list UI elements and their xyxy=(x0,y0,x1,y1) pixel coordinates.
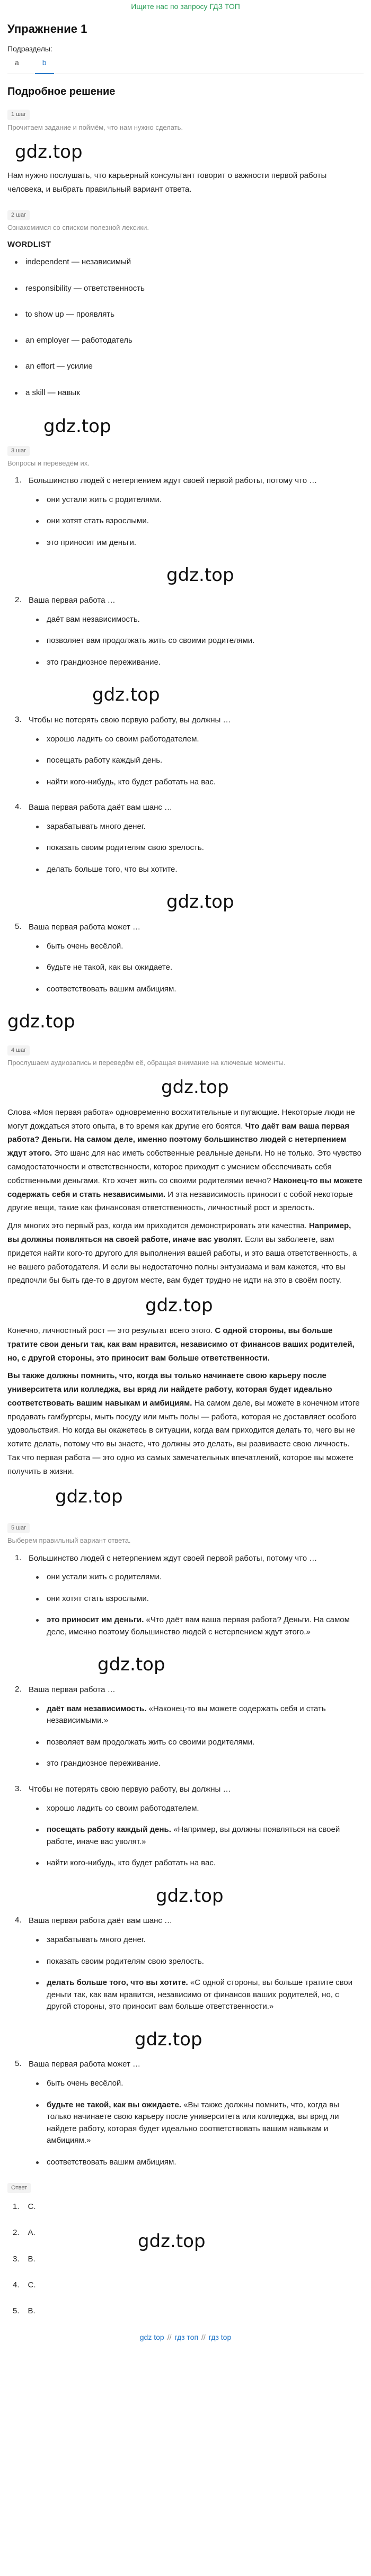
option-item: будьте не такой, как вы ожидаете. xyxy=(34,962,364,974)
option-item xyxy=(34,1737,364,1749)
wordlist-item: to show up — проявлять xyxy=(13,308,364,320)
option-item: делать больше того, что вы хотите. xyxy=(34,864,364,876)
bold-text: Вы также должны помнить, что, когда вы только начинаете свою карьеру после университета или колледжа, вы вряд ли найдете работу, которая будет идеально соответствовать вашим навыкам и амбициям. xyxy=(7,1371,332,1408)
solution-heading: Подробное решение xyxy=(7,86,116,98)
question-item xyxy=(7,1783,364,1870)
option-item xyxy=(34,1857,364,1870)
option-list xyxy=(29,614,364,669)
question-item xyxy=(7,594,364,668)
option-item: зарабатывать много денег. xyxy=(34,821,364,833)
step-title: Ознакомимся со списком полезной лексики. xyxy=(7,223,149,231)
option-list xyxy=(29,1803,364,1870)
footer-link[interactable]: гдз топ xyxy=(174,2333,199,2342)
option-item: даёт вам независимость. xyxy=(34,614,364,626)
answer-value: A. xyxy=(28,2228,36,2238)
step-badge: 3 шаг xyxy=(7,446,30,456)
text-run: хорошо ладить со своим работодателем. xyxy=(47,1803,199,1813)
question-item xyxy=(7,713,364,788)
question-item xyxy=(7,1914,364,2012)
answer-number: 4. xyxy=(13,2280,20,2289)
wordlist-item: independent — независимый xyxy=(13,256,364,268)
option-list xyxy=(29,941,364,996)
answer-value: C. xyxy=(28,2280,36,2289)
option-item: это приносит им деньги. xyxy=(34,537,364,549)
question-number: 4. xyxy=(15,802,22,812)
step-1 xyxy=(7,108,364,196)
option-item: позволяет вам продолжать жить со своими родителями. xyxy=(34,635,364,647)
wordlist-item: an effort — усилие xyxy=(13,360,364,372)
text-run: они хотят стать взрослыми. xyxy=(47,1594,149,1603)
bold-text: это приносит им деньги. xyxy=(47,1615,144,1625)
option-item: они хотят стать взрослыми. xyxy=(34,515,364,527)
bold-text: С одной стороны, вы больше тратите свои деньги так, как вам нравится, независимо от финансов ваших родителей, но, с другой стороны, это приносит вам больше ответственности. xyxy=(7,1326,355,1363)
footer xyxy=(7,2332,364,2344)
answer-question-list xyxy=(7,1552,364,2169)
text-run: И эта независимость приносит с собой некоторые другие вещи, такие как финансовая ответственность, личностный рост и зрелость. xyxy=(7,1189,353,1213)
text-run: зарабатывать много денег. xyxy=(47,1935,146,1945)
transcript-paragraph xyxy=(7,1369,364,1478)
question-text: Ваша первая работа даёт вам шанс … xyxy=(29,803,173,812)
watermark: gdz.top xyxy=(7,1011,75,1033)
option-item xyxy=(34,1571,364,1584)
text-run: «Наконец-то вы можете содержать себя и стать независимыми.» xyxy=(47,1704,326,1725)
watermark: gdz.top xyxy=(156,1885,224,1907)
step-text: Нам нужно послушать, что карьерный консультант говорит о важности первой работы человека, и выбрать правильный вариант ответа. xyxy=(7,171,327,194)
subsection-tabs xyxy=(7,57,364,75)
question-list xyxy=(7,474,364,1036)
page-title: Упражнение 1 xyxy=(7,22,87,35)
step-3 xyxy=(7,413,364,1036)
answer-list xyxy=(7,2201,364,2317)
text-run: быть очень весёлой. xyxy=(47,2079,123,2088)
option-item xyxy=(34,1956,364,1968)
text-run: позволяет вам продолжать жить со своими родителями. xyxy=(47,1737,255,1747)
bold-text: Наконец-то вы можете содержать себя и стать независимыми. xyxy=(7,1176,363,1199)
text-run: это грандиозное переживание. xyxy=(47,1759,161,1768)
text-run: «С одной стороны, вы больше тратите свои деньги так, как вам нравится, независимо от финансов ваших родителей, но, с другой стороны, это приносит вам больше ответственности.» xyxy=(47,1978,353,2011)
answer-number: 2. xyxy=(13,2228,20,2238)
option-item xyxy=(34,1593,364,1605)
option-item: показать своим родителям свою зрелость. xyxy=(34,842,364,854)
answer-value: B. xyxy=(28,2254,36,2264)
text-run: они устали жить с родителями. xyxy=(47,1572,162,1582)
option-list xyxy=(29,734,364,789)
tab-a[interactable]: a xyxy=(15,58,19,67)
wordlist-item: an employer — работодатель xyxy=(13,334,364,346)
question-text: Большинство людей с нетерпением ждут своей первой работы, потому что … xyxy=(29,1553,317,1563)
option-item: найти кого-нибудь, кто будет работать на вас. xyxy=(34,776,364,789)
option-list xyxy=(29,1934,364,2013)
watermark: gdz.top xyxy=(43,415,111,437)
text-run: показать своим родителям свою зрелость. xyxy=(47,1956,204,1966)
wordlist-item: a skill — навык xyxy=(13,387,364,399)
bold-text: даёт вам независимость. xyxy=(47,1704,147,1713)
option-list xyxy=(29,2078,364,2168)
option-item xyxy=(34,1703,364,1727)
step-title: Выберем правильный вариант ответа. xyxy=(7,1536,131,1545)
text-run: Если вы заболеете, вам придется найти кого-то другого для выполнения вашей работы, и это ваша ответственность, а не вашего работодателя. И если вы недостаточно полны энтузиазма и вам кажется, что вы предпочли бы быть где-то в другом месте, вам будет трудно не идти на это в своём посту. xyxy=(7,1235,357,1285)
watermark: gdz.top xyxy=(92,684,160,706)
step-badge: 2 шаг xyxy=(7,210,30,220)
tab-b[interactable]: b xyxy=(35,57,54,71)
option-item: быть очень весёлой. xyxy=(34,941,364,953)
text-run: «Например, вы должны появляться на своей работе, иначе вас уволят.» xyxy=(47,1825,340,1846)
text-run: «Что даёт вам ваша первая работа? Деньги. На самом деле, именно поэтому большинство людей с нетерпением ждут этого.» xyxy=(47,1615,350,1636)
text-run: соответствовать вашим амбициям. xyxy=(47,2157,176,2167)
question-number: 5. xyxy=(15,922,22,931)
question-number: 1. xyxy=(15,1553,22,1562)
question-text: Ваша первая работа может … xyxy=(29,2060,141,2069)
question-number: 2. xyxy=(15,1685,22,1694)
step-title: Вопросы и переведём их. xyxy=(7,459,90,467)
footer-link[interactable]: гдз top xyxy=(208,2333,232,2342)
question-number: 4. xyxy=(15,1916,22,1925)
question-item xyxy=(7,474,364,549)
text-run: «Вы также должны помнить, что, когда вы только начинаете свою карьеру после университета или колледжа, вы вряд ли найдете работу, которая будет идеально соответствовать вашим навыкам и амбициям.» xyxy=(47,2100,339,2145)
option-item xyxy=(34,1824,364,1848)
subsections-label: Подразделы: xyxy=(7,44,52,53)
transcript-paragraph xyxy=(7,1324,364,1365)
question-item xyxy=(7,1552,364,1639)
text-run: Для многих это первый раз, когда им приходится демонстрировать эти качества. xyxy=(7,1221,309,1231)
question-item xyxy=(7,920,364,995)
step-5 xyxy=(7,1521,364,2168)
bold-text: посещать работу каждый день. xyxy=(47,1825,171,1835)
text-run: найти кого-нибудь, кто будет работать на вас. xyxy=(47,1858,216,1868)
question-text: Ваша первая работа … xyxy=(29,595,116,605)
step-badge: 5 шаг xyxy=(7,1523,30,1533)
step-4 xyxy=(7,1043,364,1510)
bold-text: делать больше того, что вы хотите. xyxy=(47,1978,188,1988)
option-item xyxy=(34,1934,364,1946)
option-item xyxy=(34,1803,364,1815)
wordlist-item: responsibility — ответственность xyxy=(13,282,364,294)
answer-value: C. xyxy=(28,2202,36,2212)
answer-number: 1. xyxy=(13,2202,20,2212)
answer-value: B. xyxy=(28,2306,36,2316)
question-number: 1. xyxy=(15,475,22,485)
question-number: 3. xyxy=(15,714,22,724)
option-list xyxy=(29,821,364,876)
step-badge: 4 шаг xyxy=(7,1045,30,1056)
step-2 xyxy=(7,208,364,399)
answer-number: 5. xyxy=(13,2306,20,2316)
answer-block xyxy=(7,2181,364,2317)
option-item xyxy=(34,1758,364,1770)
top-banner[interactable]: Ищите нас по запросу ГДЗ ТОП xyxy=(131,2,240,11)
option-item xyxy=(34,2157,364,2169)
question-item xyxy=(7,2058,364,2168)
watermark: gdz.top xyxy=(135,2028,202,2050)
bold-text: Что даёт вам ваша первая работа? Деньги. На самом деле, именно поэтому большинство людей с нетерпением ждут этого. xyxy=(7,1121,350,1158)
option-item: они устали жить с родителями. xyxy=(34,494,364,506)
step-title: Прочитаем задание и поймём, что нам нужно сделать. xyxy=(7,123,183,131)
answer-item xyxy=(13,2201,364,2213)
wordlist-title: WORDLIST xyxy=(7,240,51,249)
question-number: 3. xyxy=(15,1784,22,1793)
question-text: Чтобы не потерять свою первую работу, вы должны … xyxy=(29,715,231,724)
option-item xyxy=(34,1977,364,2013)
footer-separator: // xyxy=(201,2333,206,2342)
option-item: это грандиозное переживание. xyxy=(34,657,364,669)
watermark: gdz.top xyxy=(166,565,234,586)
answer-number: 3. xyxy=(13,2254,20,2264)
option-item: посещать работу каждый день. xyxy=(34,755,364,767)
wordlist xyxy=(7,256,364,399)
question-number: 5. xyxy=(15,2059,22,2069)
footer-separator: // xyxy=(167,2333,172,2342)
footer-link[interactable]: gdz top xyxy=(139,2333,164,2342)
watermark: gdz.top xyxy=(98,1654,165,1676)
option-list xyxy=(29,494,364,549)
question-number: 2. xyxy=(15,595,22,604)
answer-item xyxy=(13,2279,364,2291)
question-item xyxy=(7,801,364,875)
answer-item xyxy=(13,2305,364,2317)
transcript-paragraph xyxy=(7,1219,364,1287)
watermark: gdz.top xyxy=(138,2230,206,2252)
watermark: gdz.top xyxy=(161,1077,229,1098)
answer-badge: Ответ xyxy=(7,2183,31,2193)
option-list xyxy=(29,1703,364,1770)
question-item xyxy=(7,1683,364,1770)
transcript-paragraph xyxy=(7,1106,364,1215)
option-item: соответствовать вашим амбициям. xyxy=(34,983,364,996)
watermark: gdz.top xyxy=(145,1295,213,1317)
watermark: gdz.top xyxy=(166,891,234,913)
watermark: gdz.top xyxy=(15,141,83,163)
bold-text: будьте не такой, как вы ожидаете. xyxy=(47,2100,182,2109)
option-item xyxy=(34,2099,364,2147)
question-text: Чтобы не потерять свою первую работу, вы должны … xyxy=(29,1784,231,1794)
bold-text: Например, вы должны появляться на своей работе, иначе вас уволят. xyxy=(7,1221,351,1245)
option-list xyxy=(29,1571,364,1638)
question-text: Ваша первая работа даёт вам шанс … xyxy=(29,1916,173,1926)
question-text: Ваша первая работа может … xyxy=(29,923,141,932)
option-item xyxy=(34,1614,364,1638)
text-run: Слова «Моя первая работа» одновременно восхитительные и пугающие. Некоторые люди не могут дождаться этого опыта, в то время как другие его боятся. xyxy=(7,1107,355,1131)
step-badge: 1 шаг xyxy=(7,110,30,120)
question-text: Ваша первая работа … xyxy=(29,1685,116,1695)
question-text: Большинство людей с нетерпением ждут своей первой работы, потому что … xyxy=(29,476,317,485)
text-run: Это шанс для нас иметь собственные реальные деньги. Но не только. Это чувство самодостаточности и ответственности, которое приходит с умением обеспечивать себя собственными деньгами. Кто хочет жить со своими родителями вечно? xyxy=(7,1149,361,1185)
text-run: Конечно, личностный рост — это результат всего этого. xyxy=(7,1326,215,1335)
step-title: Прослушаем аудиозапись и переведём её, обращая внимание на ключевые моменты. xyxy=(7,1059,286,1067)
option-item xyxy=(34,2078,364,2090)
transcript xyxy=(7,1074,364,1510)
text-run: На самом деле, вы можете в конечном итоге продавать гамбургеры, мыть посуду или мыть полы — работа, которая не доставляет особого удовольствия. Но когда вы окажетесь в ситуации, когда вам приходится делать то, чего вы не хотите делать, потому что вы знаете, что должны это делать, вы развиваете свою личность. Так что первая работа — это одно из самых замечательных впечатлений, которое вы можете получить в жизни. xyxy=(7,1398,360,1476)
option-item: хорошо ладить со своим работодателем. xyxy=(34,734,364,746)
watermark: gdz.top xyxy=(55,1486,123,1507)
